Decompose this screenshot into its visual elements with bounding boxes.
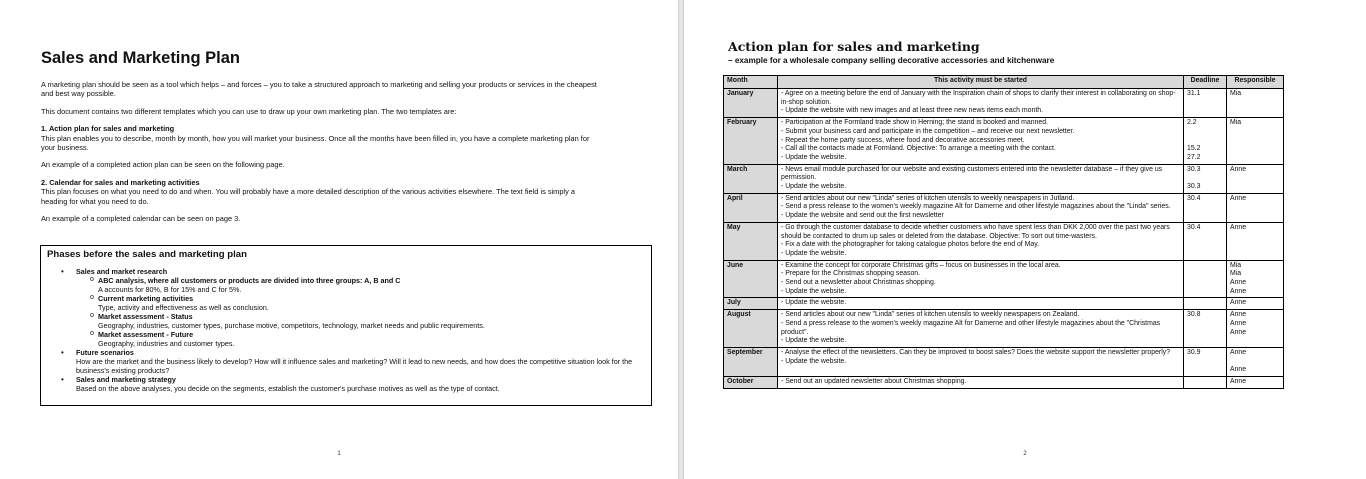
- deadline-value: 30.8: [1187, 311, 1201, 319]
- phase-text: How are the market and the business likely to develop? How will it influence sales and marketing? Will it lead to new needs, and how does the competitive situation look for the business's existing products?: [76, 357, 633, 375]
- header-activity: This activity must be started: [778, 76, 1184, 89]
- intro-section: [41, 80, 601, 231]
- page-number: 2: [1023, 451, 1027, 457]
- phase-item: [41, 375, 651, 393]
- responsible-cell: [1227, 222, 1284, 260]
- activity-line: - Repeat the home party success, where food and decorative accessories meet.: [781, 136, 1025, 144]
- deadline-cell: [1184, 164, 1227, 193]
- phase-subitem: [76, 330, 651, 348]
- responsible-name: Mia: [1230, 261, 1242, 269]
- phase-subtext: Geography, industries, customer types, purchase motive, competitors, technology, market needs and public requirements.: [98, 321, 485, 330]
- activity-line: - Submit your business card and participate in the competition – and receive our next newsletter.: [781, 127, 1075, 135]
- phase-subtext: Type, activity and effectiveness as well as conclusion.: [98, 303, 269, 312]
- intro-paragraph: This document contains two different templates which you can use to draw up your own marketing plan. The two templates are:: [41, 106, 457, 116]
- responsible-name: Anne: [1230, 299, 1247, 307]
- responsible-name: Anne: [1230, 348, 1247, 356]
- deadline-cell: [1184, 222, 1227, 260]
- activity-cell: [778, 193, 1184, 222]
- responsible-cell: [1227, 298, 1284, 310]
- activity-cell: [778, 118, 1184, 165]
- responsible-name: Mia: [1230, 119, 1242, 127]
- table-row: [724, 298, 1284, 310]
- header-month: Month: [724, 76, 778, 89]
- phase-text: Based on the above analyses, you decide on the segments, establish the customer's purchase motives as well as the type of contact.: [76, 384, 500, 393]
- phase-label: Future scenarios: [76, 348, 134, 357]
- action-plan-body: [724, 89, 1284, 389]
- section-text: This plan focuses on what you need to do and when. You will probably have a more detailed description of the various activities elsewhere. The text field is simply a heading for what you need to do.: [41, 187, 575, 206]
- responsible-name: Anne: [1230, 311, 1247, 319]
- month-cell: August: [724, 310, 778, 348]
- activity-line: - Update the website.: [781, 249, 847, 257]
- deadline-cell: [1184, 89, 1227, 118]
- month-cell: March: [724, 164, 778, 193]
- phase-item: [41, 267, 651, 348]
- activity-cell: [778, 347, 1184, 376]
- phase-subitem: [76, 312, 651, 330]
- activity-cell: [778, 164, 1184, 193]
- deadline-value: 30.3: [1187, 165, 1201, 173]
- deadline-cell: [1184, 193, 1227, 222]
- activity-line: - News email module purchased for our website and existing customers entered into the newsletter database – if they give us permission.: [781, 165, 1163, 182]
- page-number: 1: [337, 451, 341, 457]
- responsible-name: Mia: [1230, 270, 1242, 278]
- activity-line: - Send a press release to the women's weekly magazine Alt for Damerne and other lifestyle magazines about the "Linda" series.: [781, 203, 1171, 211]
- activity-line: - Update the website.: [781, 153, 847, 161]
- deadline-value: 31.1: [1187, 90, 1201, 97]
- section-heading: 1. Action plan for sales and marketing: [41, 124, 175, 134]
- deadline-value: 27.2: [1187, 153, 1201, 161]
- activity-cell: [778, 298, 1184, 310]
- month-cell: July: [724, 298, 778, 310]
- activity-cell: [778, 310, 1184, 348]
- phase-sublabel: Current marketing activities: [98, 294, 194, 303]
- activity-line: - Update the website and send out the first newsletter: [781, 212, 944, 220]
- responsible-name: Anne: [1230, 328, 1247, 336]
- document-page-1: [0, 0, 678, 479]
- phases-box-title: Phases before the sales and marketing plan: [47, 249, 247, 260]
- activity-cell: [778, 377, 1184, 389]
- deadline-value: 30.4: [1187, 194, 1201, 202]
- responsible-cell: [1227, 164, 1284, 193]
- activity-line: - Send a press release to the women's weekly magazine Alt for Damerne and other lifestyle magazines about the "Christmas product".: [781, 319, 1161, 336]
- document-page-2: [684, 0, 1366, 479]
- table-row: [724, 118, 1284, 165]
- deadline-value: 30.4: [1187, 223, 1201, 231]
- phase-subtext: A accounts for 80%, B for 15% and C for 5%.: [98, 285, 242, 294]
- activity-cell: [778, 222, 1184, 260]
- month-cell: June: [724, 260, 778, 298]
- deadline-cell: [1184, 347, 1227, 376]
- phase-item: [41, 348, 651, 375]
- responsible-cell: [1227, 118, 1284, 165]
- table-header-row: [724, 76, 1284, 89]
- responsible-name: Anne: [1230, 319, 1247, 327]
- deadline-cell: [1184, 310, 1227, 348]
- activity-line: - Update the website.: [781, 287, 847, 295]
- activity-line: - Update the website.: [781, 357, 847, 365]
- phase-subitem: [76, 276, 651, 294]
- month-cell: September: [724, 347, 778, 376]
- activity-line: - Participation at the Formland trade show in Herning; the stand is booked and manned.: [781, 119, 1048, 127]
- activity-line: - Call all the contacts made at Formland. Objective: To arrange a meeting with the contact.: [781, 145, 1056, 153]
- activity-cell: [778, 89, 1184, 118]
- phase-label: Sales and market research: [76, 267, 168, 276]
- responsible-cell: [1227, 377, 1284, 389]
- action-plan-title: Action plan for sales and marketing: [728, 39, 980, 54]
- example-note: An example of a completed calendar can be seen on page 3.: [41, 214, 241, 224]
- action-plan-subtitle: – example for a wholesale company selling decorative accessories and kitchenware: [728, 56, 1055, 65]
- activity-cell: [778, 260, 1184, 298]
- phase-label: Sales and marketing strategy: [76, 375, 176, 384]
- responsible-name: Anne: [1230, 223, 1247, 231]
- action-plan-table: [723, 75, 1284, 389]
- activity-line: - Analyse the effect of the newsletters. Can they be improved to boost sales? Does the website support the newsletter properly?: [781, 348, 1171, 356]
- activity-line: - Prepare for the Christmas shopping season.: [781, 270, 921, 278]
- blank-line: [1187, 174, 1223, 183]
- table-row: [724, 347, 1284, 376]
- activity-line: - Update the website.: [781, 337, 847, 345]
- responsible-cell: [1227, 260, 1284, 298]
- section-calendar: [41, 178, 601, 206]
- blank-line: [1187, 128, 1223, 137]
- responsible-name: Mia: [1230, 90, 1242, 97]
- phase-sublabel: Market assessment - Future: [98, 330, 194, 339]
- activity-line: - Update the website.: [781, 183, 847, 191]
- phase-subtext: Geography, industries and customer types.: [98, 339, 235, 348]
- responsible-cell: [1227, 89, 1284, 118]
- document-title: Sales and Marketing Plan: [41, 49, 240, 67]
- table-row: [724, 310, 1284, 348]
- phase-sublabel: ABC analysis, where all customers or products are divided into three groups: A, B and C: [98, 276, 401, 285]
- header-deadline: Deadline: [1184, 76, 1227, 89]
- section-heading: 2. Calendar for sales and marketing activities: [41, 177, 200, 187]
- month-cell: October: [724, 377, 778, 389]
- section-text: This plan enables you to describe, month by month, how you will market your business. Once all the months have been filled in, you have a complete marketing plan for your business.: [41, 133, 590, 153]
- table-row: [724, 89, 1284, 118]
- phase-sublabel: Market assessment - Status: [98, 312, 193, 321]
- deadline-cell: [1184, 118, 1227, 165]
- phases-list: [41, 267, 651, 393]
- example-note: An example of a completed action plan can be seen on the following page.: [41, 160, 285, 170]
- section-action-plan: [41, 124, 601, 152]
- responsible-name: Anne: [1230, 287, 1247, 295]
- responsible-name: Anne: [1230, 366, 1247, 374]
- month-cell: April: [724, 193, 778, 222]
- phase-sublist: [76, 276, 651, 348]
- phases-box: [40, 245, 652, 406]
- month-cell: May: [724, 222, 778, 260]
- phase-subitem: [76, 294, 651, 312]
- activity-line: - Update the website.: [781, 299, 847, 307]
- deadline-cell: [1184, 377, 1227, 389]
- blank-line: [1230, 358, 1280, 367]
- month-cell: January: [724, 89, 778, 118]
- activity-line: - Send out a newsletter about Christmas shopping.: [781, 279, 936, 287]
- table-row: [724, 260, 1284, 298]
- activity-line: - Agree on a meeting before the end of January with the Inspiration chain of shops to clarify their interest in collaborating on shop-in-shop solution.: [781, 90, 1176, 106]
- activity-line: - Send articles about our new "Linda" series of kitchen utensils to weekly newspapers in Jutland.: [781, 194, 1075, 202]
- table-row: [724, 164, 1284, 193]
- responsible-cell: [1227, 193, 1284, 222]
- month-cell: February: [724, 118, 778, 165]
- responsible-name: Anne: [1230, 165, 1247, 173]
- activity-line: - Examine the concept for corporate Christmas gifts – focus on businesses in the local area.: [781, 261, 1061, 269]
- deadline-value: 30.9: [1187, 348, 1201, 356]
- blank-line: [1187, 137, 1223, 146]
- activity-line: - Fix a date with the photographer for taking catalogue photos before the end of May.: [781, 241, 1040, 249]
- table-row: [724, 222, 1284, 260]
- table-row: [724, 377, 1284, 389]
- activity-line: - Update the website with new images and at least three new news items each month.: [781, 107, 1043, 115]
- deadline-value: 30.3: [1187, 183, 1201, 191]
- responsible-cell: [1227, 347, 1284, 376]
- activity-line: - Send articles about our new "Linda" series of kitchen utensils to weekly newspapers on Zealand.: [781, 311, 1080, 319]
- table-row: [724, 193, 1284, 222]
- deadline-cell: [1184, 260, 1227, 298]
- deadline-value: 15.2: [1187, 145, 1201, 153]
- responsible-cell: [1227, 310, 1284, 348]
- deadline-cell: [1184, 298, 1227, 310]
- responsible-name: Anne: [1230, 194, 1247, 202]
- activity-line: - Go through the customer database to decide whether customers who have spent less than DKK 2,000 over the past two years should be contacted to drum up sales or deleted from the database. Objective: To sort out time-wasters.: [781, 223, 1170, 240]
- intro-paragraph: A marketing plan should be seen as a tool which helps – and forces – you to take a structured approach to marketing and selling your products or services in the cheapest and best way possible.: [41, 80, 597, 99]
- responsible-name: Anne: [1230, 279, 1247, 287]
- header-responsible: Responsible: [1227, 76, 1284, 89]
- activity-line: - Send out an updated newsletter about Christmas shopping.: [781, 378, 967, 386]
- deadline-value: 2.2: [1187, 119, 1197, 127]
- responsible-name: Anne: [1230, 378, 1247, 386]
